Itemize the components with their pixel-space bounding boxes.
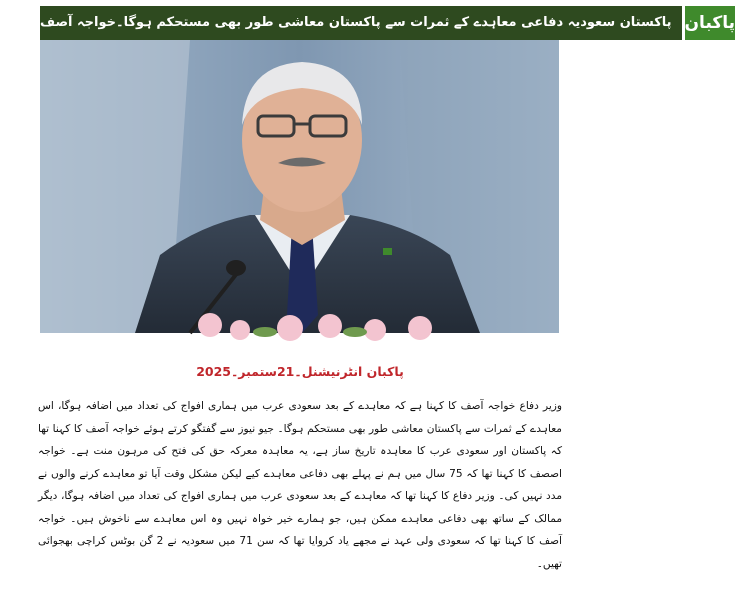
dateline: پاکبان انٹرنیشنل۔21ستمبر۔2025 [196,364,404,379]
article-body [38,395,562,575]
headline-banner [40,6,735,40]
brand-logo-label: پاکبان [685,6,735,40]
speaker-at-microphone-photo [40,40,559,333]
article-paragraph: وزیر دفاع خواجہ آصف کا کہنا ہے کہ معاہدے کے بعد سعودی عرب میں ہماری افواج کی تعداد میں اضافہ ہوگا، اس معاہدے کے ثمرات سے پاکستان معاشی طور بھی مستحکم ہوگا۔ جیو نیوز سے گفتگو کرتے ہوئے خواجہ آصف کا کہنا تھا کہ پاکستان اور سعودی عرب کا معاہدہ تاریخ ساز ہے، یہ معاہدہ معرکہ حق کی فتح کی مرہون منت ہے۔ خواجہ اصصف کا کہنا تھا کہ 75 سال میں ہم نے پہلے بھی دفاعی معاہدے کیے لیکن مشکل وقت آیا تو معاہدے کرنے والوں نے مدد نہیں کی۔ وزیر دفاع کا کہنا تھا کہ معاہدے کے بعد سعودی عرب میں ہماری افواج کی تعداد میں اضافہ ہوگا، دیگر ممالک کے ساتھ بھی دفاعی معاہدے ممکن ہیں، جو ہمارے خیر خواہ نہیں وہ اس معاہدے سے ناخوش ہیں۔ خواجہ آصف کا کہنا تھا کہ سعودی ولی عہد نے مجھے یاد کروایا تھا کہ سن 71 میں سعودیہ نے 2 گن بوٹس کراچی بھجوائی تھیں۔ [38,400,562,570]
news-photo [40,40,559,333]
headline-text: پاکستان سعودیہ دفاعی معاہدے کے ثمرات سے پاکستان معاشی طور بھی مستحکم ہوگا۔خواجہ آصف [40,6,685,40]
